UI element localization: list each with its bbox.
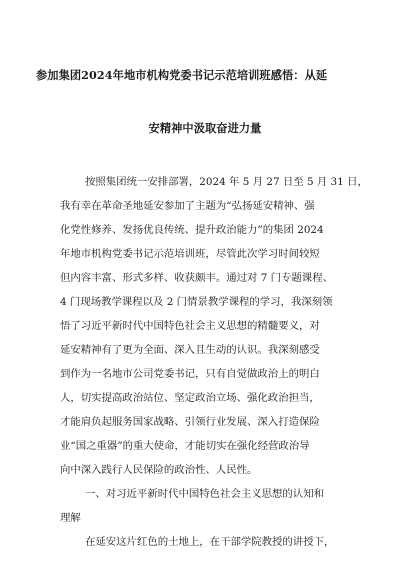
paragraph-line: 向中深入践行人民保险的政治性、人民性。 [60,464,258,476]
section-heading-line: 理解 [60,512,81,524]
paragraph-line: 才能肩负起服务国家战略、引领行业发展、深入打造保险 [60,416,320,428]
paragraph-line: 悟了习近平新时代中国特色社会主义思想的精髓要义，对 [60,320,320,332]
paragraph-line: 4 门现场教学课程以及 2 门情景教学课程的学习，我深刻领 [60,296,333,308]
paragraph-line: 化党性修养、发扬优良传统、提升政治能力”的集团 2024 [60,224,324,236]
paragraph-line: 到作为一名地市公司党委书记，只有自觉做政治上的明白 [60,368,320,380]
paragraph-line: 业“国之重器”的重大使命，才能切实在强化经营政治导 [60,440,310,452]
paragraph-line: 但内容丰富、形式多样、收获颇丰。通过对 7 门专题课程、 [60,272,333,284]
paragraph-line: 在延安这片红色的土地上，在干部学院教授的讲授下， [85,536,335,548]
paragraph-line: 年地市机构党委书记示范培训班，尽管此次学习时间较短 [60,248,320,260]
paragraph-line: 我有幸在革命圣地延安参加了主题为“弘扬延安精神、强 [60,200,315,212]
paragraph-line: 延安精神有了更为全面、深入且生动的认识。我深刻感受 [60,344,320,356]
paragraph-line: 人，切实提高政治站位、坚定政治立场、强化政治担当， [60,392,320,404]
paragraph-line: 按照集团统一安排部署，2024 年 5 月 27 日至 5 月 31 日， [85,176,368,188]
document-title-line-1: 参加集团2024年地市机构党委书记示范培训班感悟：从延 [36,68,328,82]
section-heading-line: 一、对习近平新时代中国特色社会主义思想的认知和 [85,488,324,500]
document-title-line-2: 安精神中汲取奋进力量 [148,121,262,135]
